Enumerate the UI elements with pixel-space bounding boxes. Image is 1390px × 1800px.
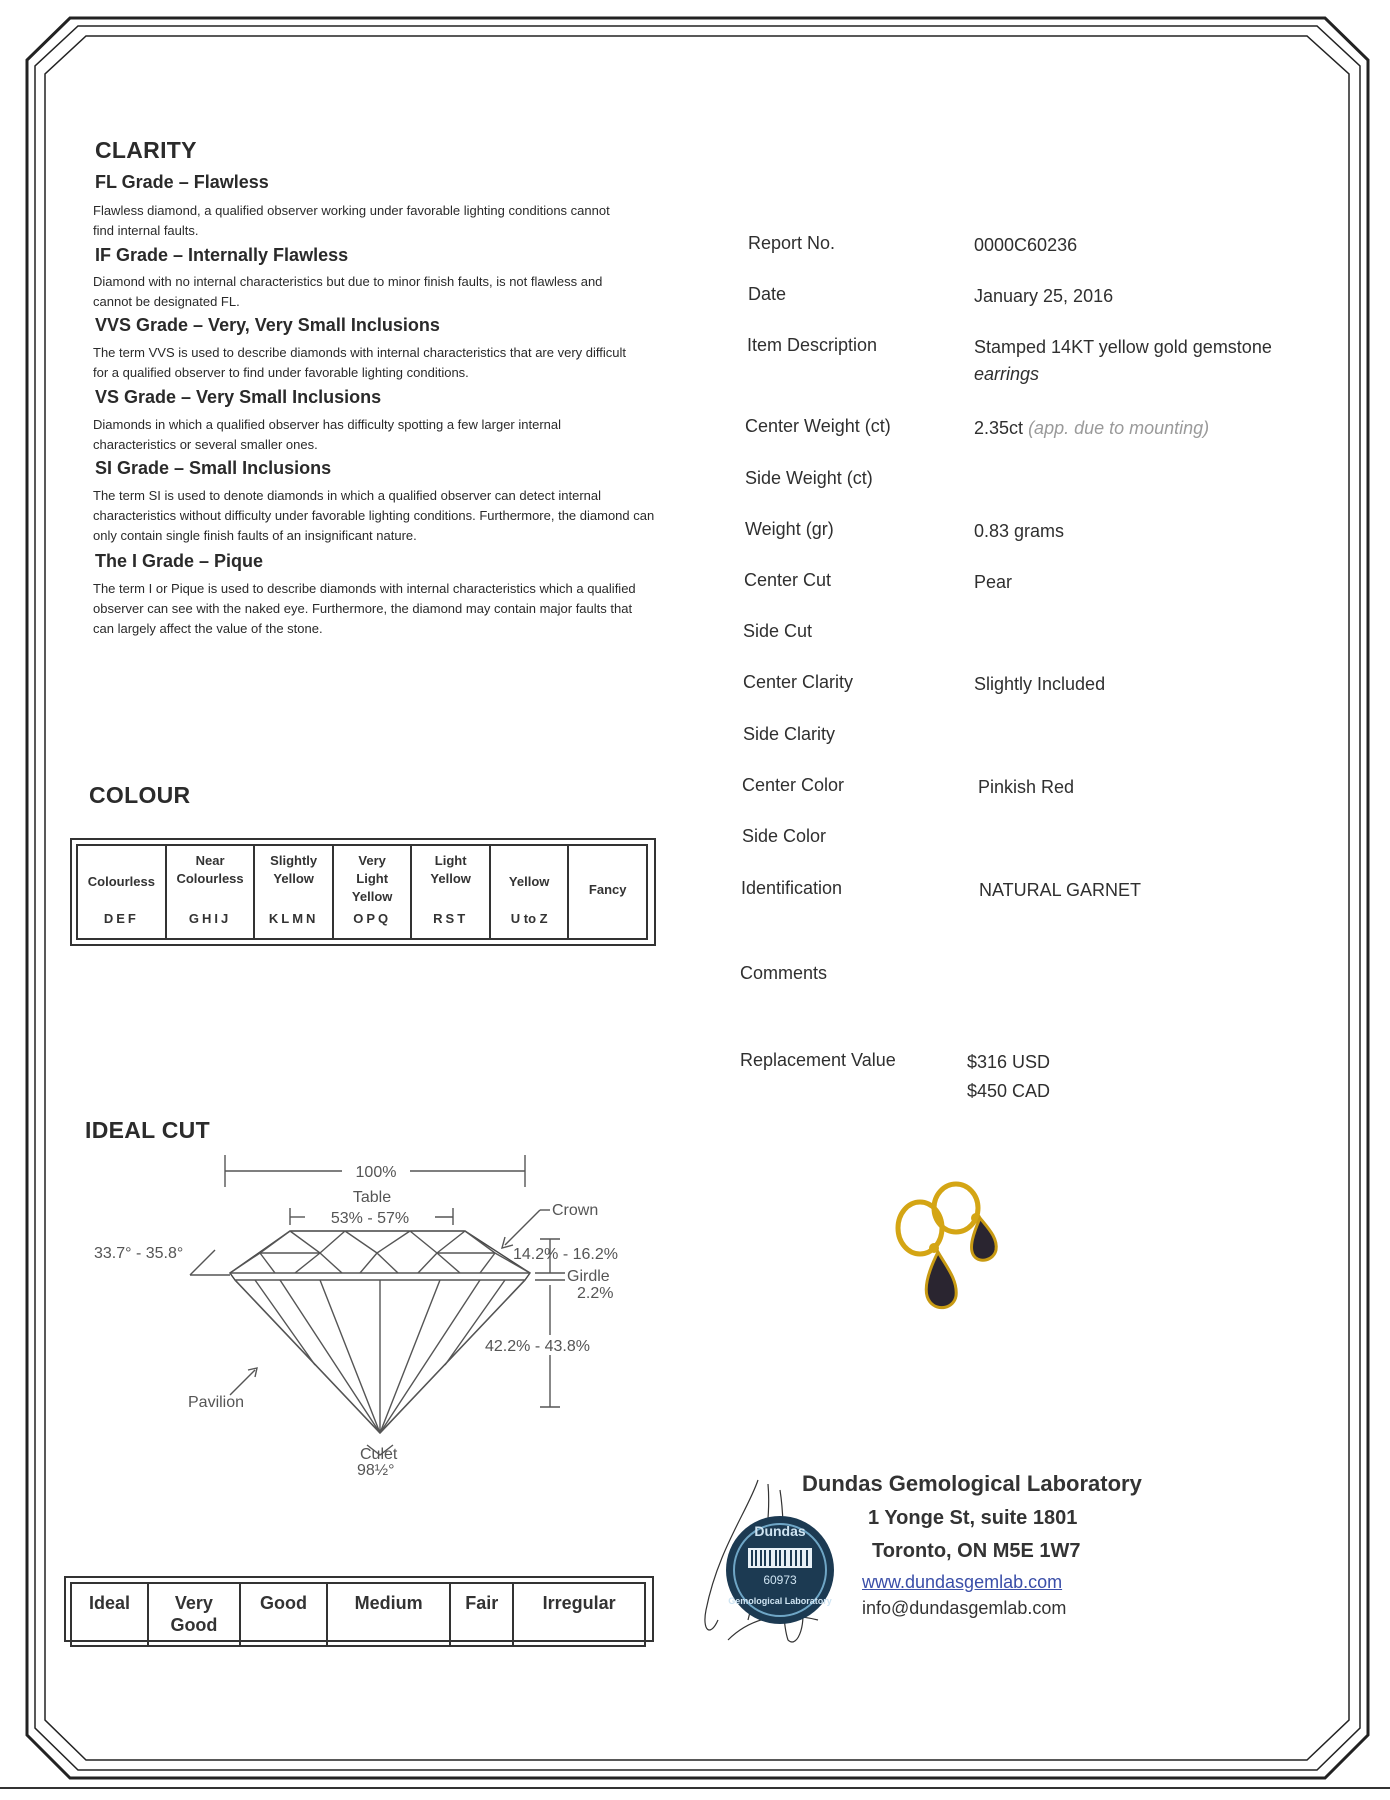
clarity-heading: CLARITY [95,137,197,163]
grade-vvs-text: The term VVS is used to describe diamonds with internal characteristics that are very difficult for a qualified observer to find under favorable lighting conditions. [93,345,626,380]
colour-cell-code: RST [433,911,469,926]
field-weight-label: Weight (gr) [745,519,834,539]
cut-table-label: Table [352,1189,392,1206]
grade-if-text: Diamond with no internal characteristics but due to minor finish faults, is not flawless and cannot be designated FL. [93,274,603,309]
cut-crown-angle: 33.7° - 35.8° [94,1245,184,1262]
lab-name: Dundas Gemological Laboratory [802,1471,1142,1496]
cut-crown-height: 14.2% - 16.2% [513,1246,618,1263]
colour-cell-label: Slightly [270,853,318,868]
cut-grade-medium: Medium [327,1583,450,1646]
svg-text:Dundas: Dundas [754,1523,806,1539]
colour-cell-def [77,845,166,939]
cut-girdle-label: Girdle [567,1268,610,1285]
field-center-weight-value [974,418,1209,439]
colour-scale-table [76,844,648,940]
earrings-photo [880,1180,1020,1340]
field-replacement-value-cad: $450 CAD [967,1081,1051,1101]
colour-cell-label: Very [358,853,386,868]
svg-text:Gemological Laboratory: Gemological Laboratory [728,1596,832,1606]
field-center-color-label: Center Color [742,775,845,795]
colour-cell-label: Light [356,871,389,886]
colour-cell-label: Yellow [351,889,393,904]
field-replacement-value-label: Replacement Value [740,1050,896,1070]
cut-grade-table [70,1582,646,1647]
colour-cell-label: Light [434,853,467,868]
colour-cell-label: Near [195,853,225,868]
field-date-value: January 25, 2016 [974,286,1114,306]
cut-culet-label: Culet [360,1446,398,1463]
cut-grade-good: Good [240,1583,327,1646]
field-center-weight-note: (app. due to mounting) [1028,418,1210,438]
colour-cell-label: Yellow [273,871,314,886]
colour-cell-label: Fancy [588,882,627,897]
field-identification-value: NATURAL GARNET [979,880,1142,900]
cut-culet-value: 98½° [357,1462,395,1479]
cut-grade-irregular: Irregular [513,1583,645,1646]
svg-text:60973: 60973 [763,1573,797,1587]
lab-address-line2: Toronto, ON M5E 1W7 [872,1540,1081,1562]
grade-i-text: The term I or Pique is used to describe diamonds with internal characteristics which a qualified observer can see with the naked eye. Furthermore, the diamond may contain major faults that can largely affect the value of the stone. [93,581,636,636]
colour-cell-code: DEF [103,911,139,926]
colour-cell-rst [411,845,490,939]
cut-girdle-value: 2.2% [577,1285,614,1302]
colour-cell-code: KLMN [268,911,319,926]
grade-fl-text: Flawless diamond, a qualified observer working under favorable lighting conditions cannot find internal faults. [93,203,610,238]
colour-cell-klmn [254,845,333,939]
cut-grade-very-good: Very Good [148,1583,240,1646]
cut-pavilion-depth: 42.2% - 43.8% [485,1338,590,1355]
cut-grade-fair: Fair [450,1583,513,1646]
field-report-no-value: 0000C60236 [974,235,1078,255]
field-side-cut-label: Side Cut [743,621,813,641]
field-center-cut-label: Center Cut [744,570,832,590]
field-center-clarity-value: Slightly Included [974,674,1106,694]
lab-website-link[interactable]: www.dundasgemlab.com [862,1572,1063,1592]
field-replacement-value-usd: $316 USD [967,1052,1051,1072]
colour-cell-code: GHIJ [188,911,232,926]
colour-cell-label: Yellow [508,874,550,889]
grade-fl-title: FL Grade – Flawless [95,172,269,192]
cut-crown-label: Crown [552,1202,599,1219]
field-center-clarity-label: Center Clarity [743,672,854,692]
ideal-cut-heading: IDEAL CUT [85,1117,210,1143]
colour-cell-code: U to Z [510,911,548,926]
field-weight-value: 0.83 grams [974,521,1065,541]
colour-heading: COLOUR [89,782,191,808]
grade-vs-text: Diamonds in which a qualified observer has difficulty spotting a few larger internal characteristics or several smaller ones. [93,417,562,452]
field-comments-label: Comments [740,963,828,983]
grade-i-title: The I Grade – Pique [95,551,264,571]
cut-width-label: 100% [355,1164,397,1181]
colour-cell-fancy [568,845,647,939]
colour-cell-label: Colourless [87,874,155,889]
field-center-weight-label: Center Weight (ct) [745,416,891,436]
lab-seal-stamp [688,1470,858,1660]
field-center-weight-number: 2.35ct [974,418,1024,438]
field-side-weight-label: Side Weight (ct) [745,468,873,488]
grade-if-title: IF Grade – Internally Flawless [95,245,349,265]
field-item-description-label: Item Description [747,335,878,355]
field-item-description-value-line2: earrings [974,364,1040,384]
colour-cell-ghij [166,845,255,939]
cut-pavilion-label: Pavilion [188,1394,245,1411]
grade-si-title: SI Grade – Small Inclusions [95,458,332,478]
grade-si-text: The term SI is used to denote diamonds in which a qualified observer can detect internal characteristics without difficulty under favorable lighting conditions. Furthermore, the diamond can only contain single finish faults of an insignificant nature. [93,488,655,543]
field-identification-label: Identification [741,878,843,898]
colour-cell-label: Yellow [430,871,471,886]
colour-cell-u-to-z [490,845,569,939]
grade-vs-title: VS Grade – Very Small Inclusions [95,387,382,407]
grade-vvs-title: VVS Grade – Very, Very Small Inclusions [95,315,440,335]
field-center-cut-value: Pear [974,572,1013,592]
lab-address-line1: 1 Yonge St, suite 1801 [868,1507,1078,1529]
field-item-description-value: Stamped 14KT yellow gold gemstone [974,337,1272,357]
field-side-color-label: Side Color [742,826,827,846]
colour-cell-label: Colourless [176,871,244,886]
diamond-cut-diagram [80,1145,680,1465]
cut-table-range: 53% - 57% [330,1210,410,1227]
field-date-label: Date [748,284,787,304]
field-side-clarity-label: Side Clarity [743,724,836,744]
colour-cell-opq [333,845,412,939]
colour-cell-code: OPQ [353,911,392,926]
field-report-no-label: Report No. [748,233,836,253]
field-center-color-value: Pinkish Red [978,777,1075,797]
lab-email: info@dundasgemlab.com [862,1598,1067,1618]
cut-grade-ideal: Ideal [71,1583,148,1646]
